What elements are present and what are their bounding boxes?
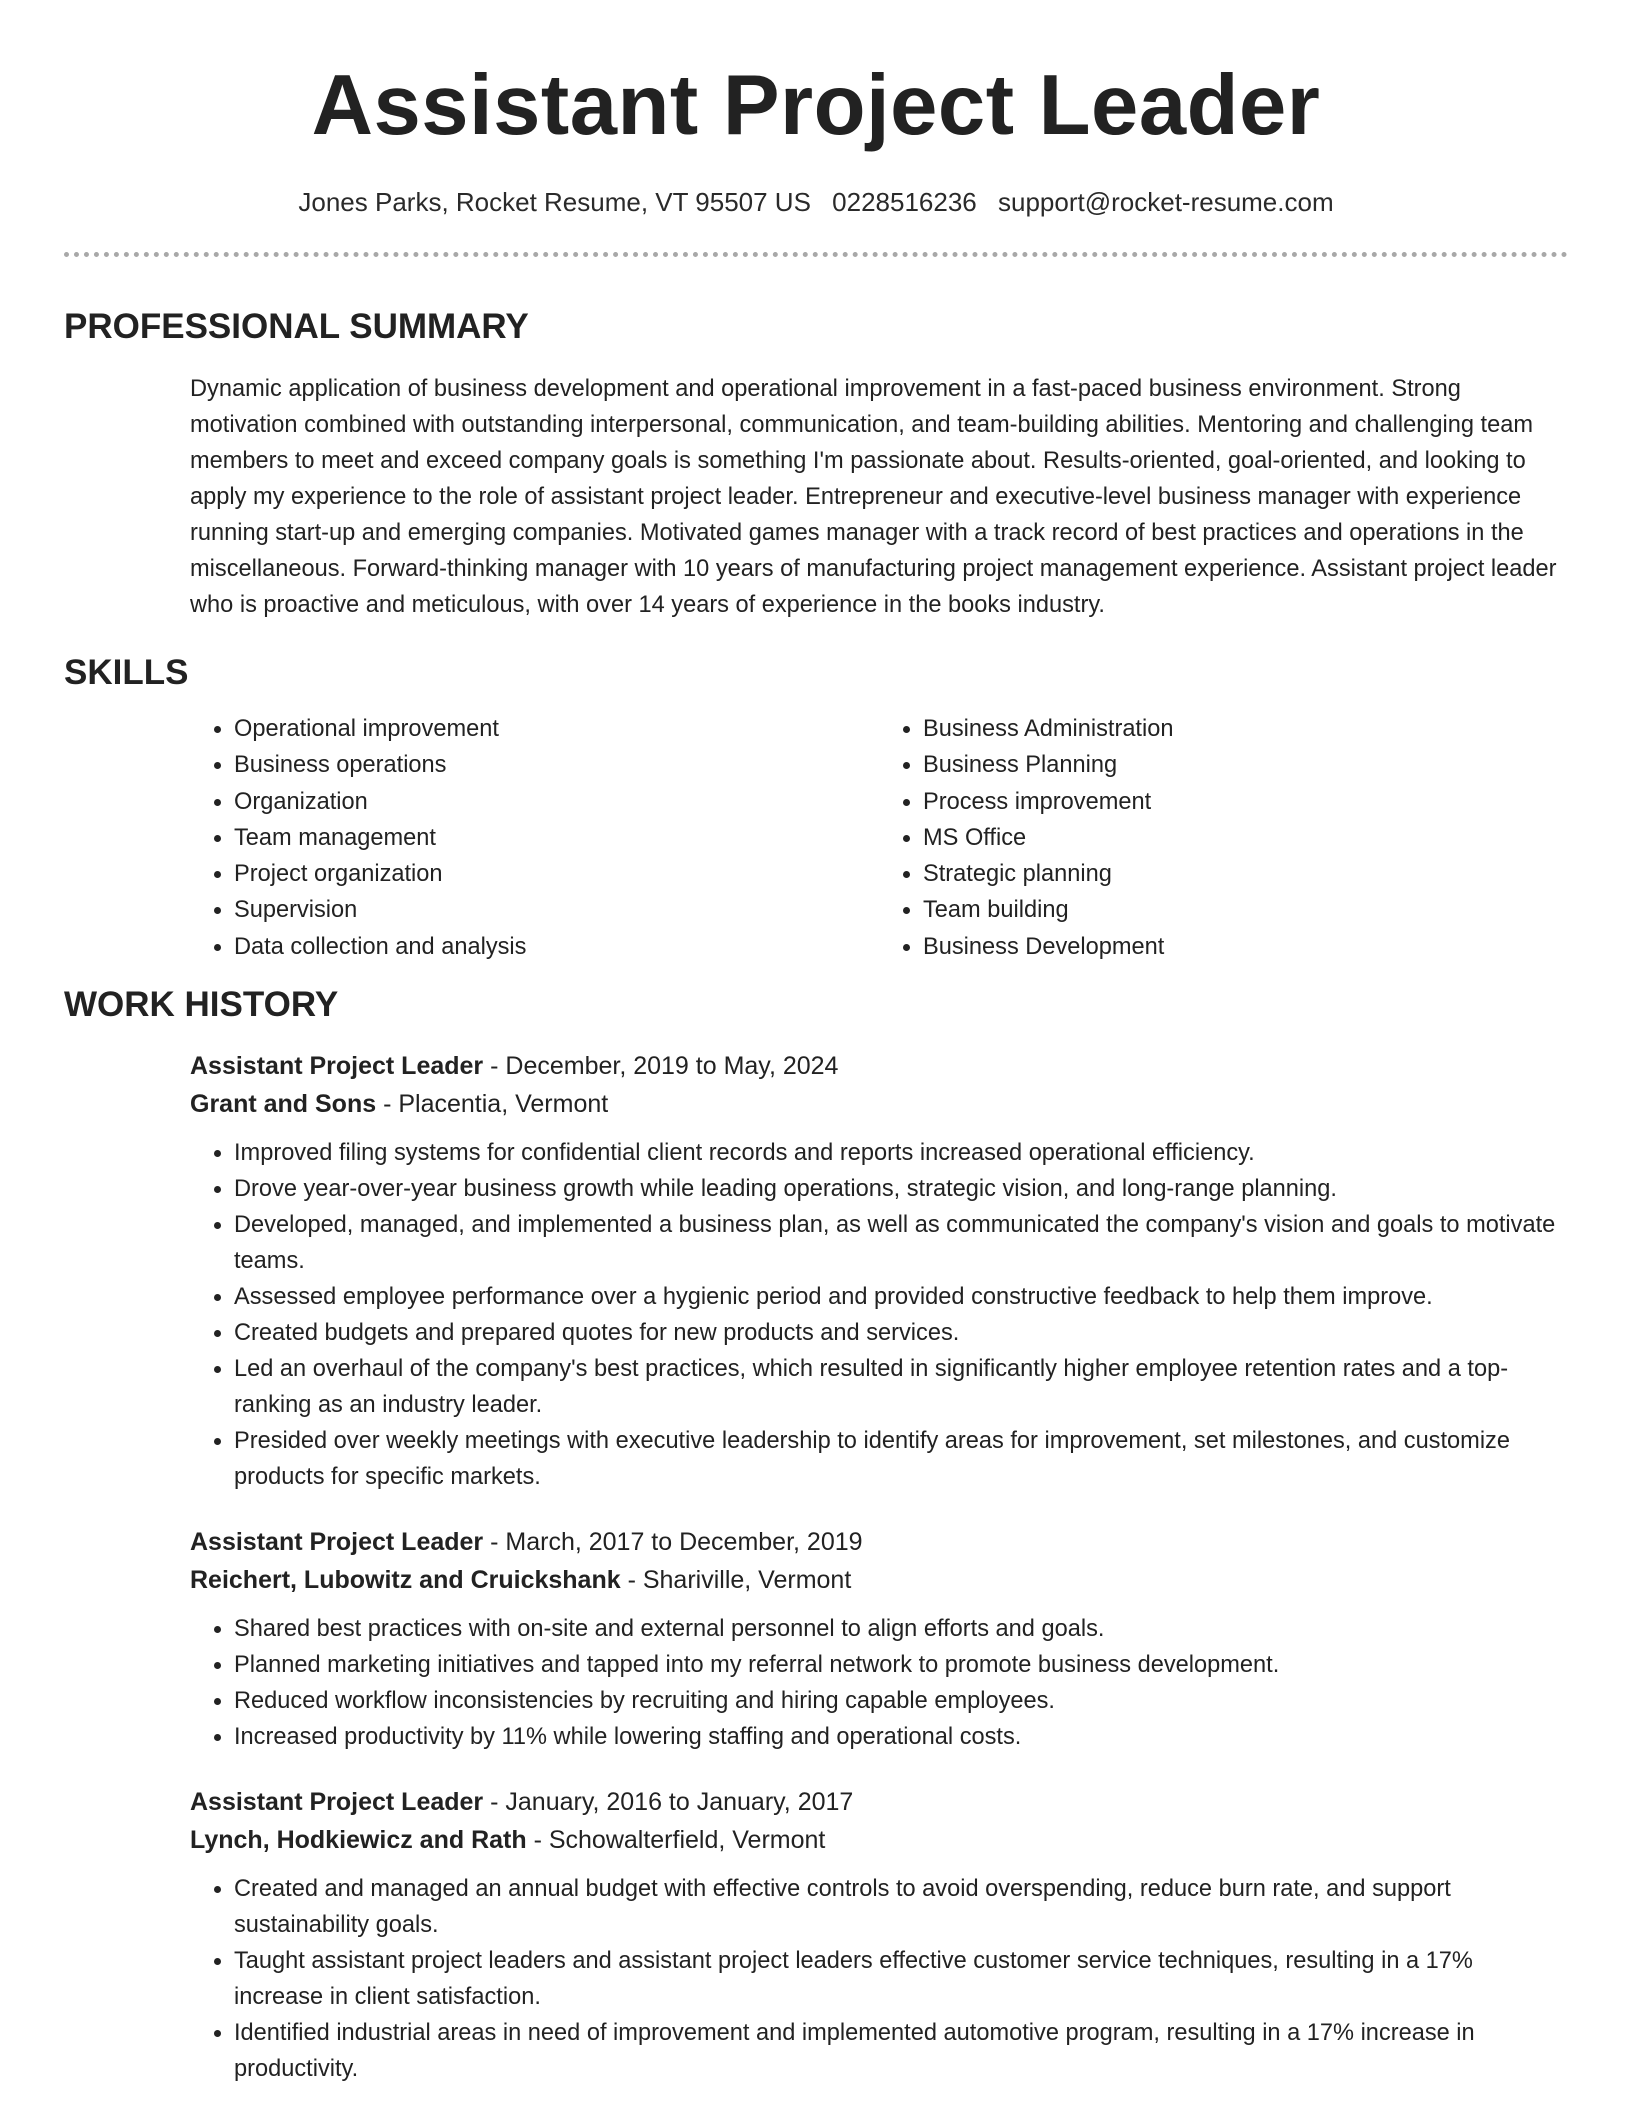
job-role-line: [190, 1523, 1568, 1561]
job-bullet: • Developed, managed, and implemented a business plan, as well as communicated the company's vision and goals to motivate teams.: [234, 1207, 1568, 1279]
skills-column-left: [190, 711, 879, 965]
job-bullet: • Presided over weekly meetings with executive leadership to identify areas for improvement, set milestones, and customize products for specific markets.: [234, 1423, 1568, 1495]
job-role: Assistant Project Leader: [190, 1052, 484, 1081]
job-bullet: • Improved filing systems for confidential client records and reports increased operational efficiency.: [234, 1135, 1568, 1171]
job-dates: - December, 2019 to May, 2024: [483, 1052, 839, 1081]
job-location: - Shariville, Vermont: [620, 1566, 852, 1595]
header-divider: [64, 252, 1568, 257]
job-bullet: • Created and managed an annual budget with effective controls to avoid overspending, reduce burn rate, and support sustainability goals.: [234, 1871, 1568, 1943]
skill-item: • Organization: [234, 784, 879, 820]
contact-email[interactable]: support@rocket-resume.com: [998, 187, 1334, 217]
job-company-line: [190, 1561, 1568, 1599]
job-location: - Schowalterfield, Vermont: [526, 1826, 826, 1855]
job-dates: - January, 2016 to January, 2017: [483, 1788, 854, 1817]
job-bullets: [190, 1611, 1568, 1755]
skills-heading: SKILLS: [64, 653, 189, 692]
skill-item: • Business Planning: [923, 747, 1568, 783]
skill-item: • Data collection and analysis: [234, 929, 879, 965]
job-bullets: [190, 1135, 1568, 1495]
resume-title: Assistant Project Leader: [311, 58, 1321, 153]
skill-item: • Process improvement: [923, 784, 1568, 820]
skills-list: [190, 711, 1568, 965]
job-company-line: [190, 1085, 1568, 1123]
job-bullet: • Created budgets and prepared quotes for new products and services.: [234, 1315, 1568, 1351]
job-entry: [190, 1783, 1568, 2087]
skill-item: • Project organization: [234, 856, 879, 892]
summary-heading: PROFESSIONAL SUMMARY: [64, 307, 529, 346]
job-dates: - March, 2017 to December, 2019: [483, 1528, 863, 1557]
job-bullet: • Planned marketing initiatives and tapped into my referral network to promote business development.: [234, 1647, 1568, 1683]
skill-item: • Business Development: [923, 929, 1568, 965]
contact-address: Jones Parks, Rocket Resume, VT 95507 US: [298, 187, 811, 217]
skill-item: • MS Office: [923, 820, 1568, 856]
skill-item: • Team building: [923, 892, 1568, 928]
job-company: Reichert, Lubowitz and Cruickshank: [190, 1566, 621, 1595]
job-role: Assistant Project Leader: [190, 1788, 484, 1817]
skill-item: • Supervision: [234, 892, 879, 928]
job-role-line: [190, 1783, 1568, 1821]
job-bullet: • Increased productivity by 11% while lowering staffing and operational costs.: [234, 1719, 1568, 1755]
skill-item: • Team management: [234, 820, 879, 856]
job-bullet: • Drove year-over-year business growth while leading operations, strategic vision, and long-range planning.: [234, 1171, 1568, 1207]
job-bullet: • Led an overhaul of the company's best practices, which resulted in significantly higher employee retention rates and a top-ranking as an industry leader.: [234, 1351, 1568, 1423]
skill-item: • Operational improvement: [234, 711, 879, 747]
job-location: - Placentia, Vermont: [376, 1090, 609, 1119]
skill-item: • Business Administration: [923, 711, 1568, 747]
contact-line: [64, 184, 1568, 220]
skill-item: • Strategic planning: [923, 856, 1568, 892]
job-role-line: [190, 1047, 1568, 1085]
job-bullets: [190, 1871, 1568, 2087]
job-entry: [190, 1523, 1568, 1755]
summary-text: Dynamic application of business development and operational improvement in a fast-paced business environment. Strong motivation combined with outstanding interpersonal, communication, and team-building abilities. Mentoring and challenging team members to meet and exceed company goals is something I'm passionate about. Results-oriented, goal-oriented, and looking to apply my experience to the role of assistant project leader. Entrepreneur and executive-level business manager with experience running start-up and emerging companies. Motivated games manager with a track record of best practices and operations in the miscellaneous. Forward-thinking manager with 10 years of manufacturing project management experience. Assistant project leader who is proactive and meticulous, with over 14 years of experience in the books industry.: [190, 376, 1557, 618]
skill-item: • Business operations: [234, 747, 879, 783]
skills-column-right: [879, 711, 1568, 965]
job-company: Grant and Sons: [190, 1090, 377, 1119]
job-bullet: • Reduced workflow inconsistencies by recruiting and hiring capable employees.: [234, 1683, 1568, 1719]
job-bullet: • Shared best practices with on-site and external personnel to align efforts and goals.: [234, 1611, 1568, 1647]
job-entry: [190, 1047, 1568, 1495]
job-role: Assistant Project Leader: [190, 1528, 484, 1557]
work-history-heading: WORK HISTORY: [64, 985, 339, 1025]
job-company: Lynch, Hodkiewicz and Rath: [190, 1826, 527, 1855]
job-bullet: • Taught assistant project leaders and assistant project leaders effective customer service techniques, resulting in a 17% increase in client satisfaction.: [234, 1943, 1568, 2015]
job-company-line: [190, 1821, 1568, 1859]
job-bullet: • Identified industrial areas in need of improvement and implemented automotive program, resulting in a 17% increase in productivity.: [234, 2015, 1568, 2087]
job-bullet: • Assessed employee performance over a hygienic period and provided constructive feedback to help them improve.: [234, 1279, 1568, 1315]
contact-phone: 0228516236: [832, 187, 977, 217]
